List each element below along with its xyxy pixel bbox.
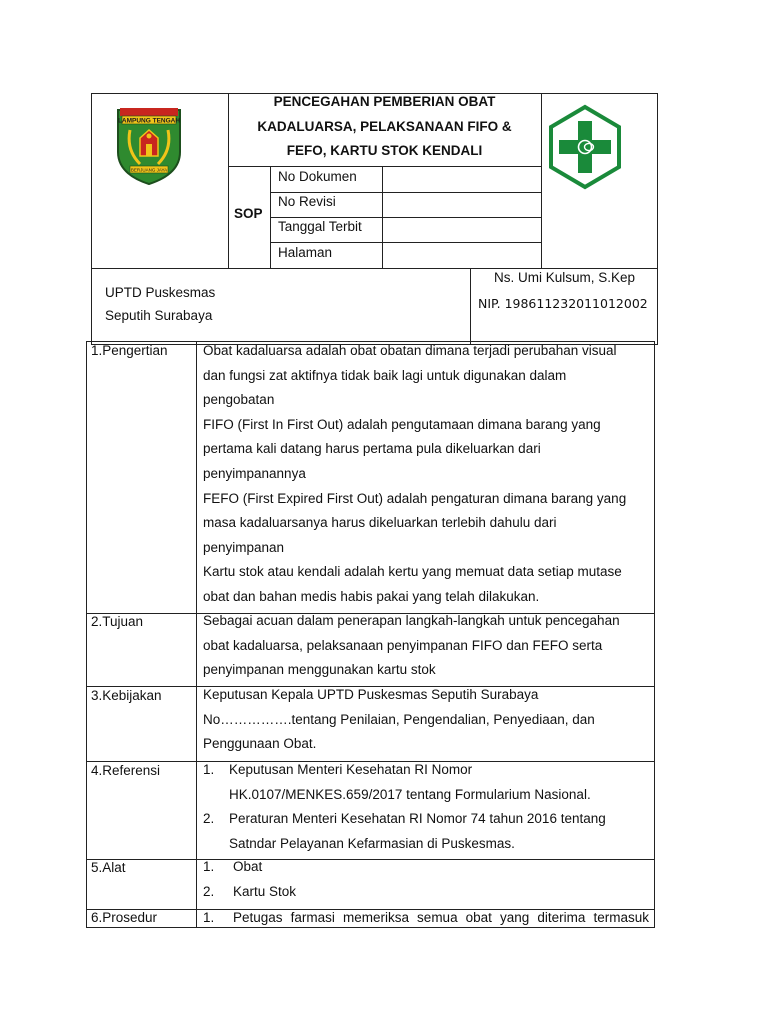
signer-nip: NIP. 198611232011012002 [478, 296, 648, 311]
puskesmas-cross-icon [545, 104, 625, 190]
signer-vline [470, 268, 471, 345]
section-label-tujuan: 2.Tujuan [91, 614, 144, 629]
section-body-pengertian [203, 339, 653, 610]
referensi-item-line: Peraturan Menteri Kesehatan RI Nomor 74 tahun 2016 tentang [229, 811, 606, 827]
content-label-vline [196, 341, 197, 928]
kebijakan-line: Keputusan Kepala UPTD Puskesmas Seputih Surabaya [203, 687, 539, 702]
section-body-prosedur [203, 910, 649, 925]
tujuan-line: obat kadaluarsa, pelaksanaan penyimpanan FIFO dan FEFO serta [203, 637, 603, 653]
pengertian-line: pengobatan [203, 392, 275, 408]
pengertian-line: dan fungsi zat aktifnya tidak baik lagi untuk digunakan dalam [203, 367, 567, 383]
logo-banner-text: LAMPUNG TENGAH [117, 117, 181, 125]
tujuan-line: Sebagai acuan dalam penerapan langkah-langkah untuk pencegahan [203, 613, 620, 628]
section-body-kebijakan [203, 683, 653, 757]
pengertian-line: penyimpanan [203, 539, 285, 555]
pengertian-line: penyimpanannya [203, 465, 306, 481]
alat-item [203, 855, 653, 880]
prosedur-item [203, 910, 649, 925]
docfield-line-1 [270, 192, 541, 193]
org-line-1: UPTD Puskesmas [105, 285, 216, 300]
header-vline-right [541, 93, 542, 268]
section-label-prosedur: 6.Prosedur [91, 910, 158, 925]
pengertian-line: obat dan bahan medis habis pakai yang telah dilakukan. [203, 588, 540, 604]
pengertian-line: FEFO (First Expired First Out) adalah pengaturan dimana barang yang [203, 490, 627, 506]
section-label-referensi: 4.Referensi [91, 763, 161, 778]
section-label-pengertian: 1.Pengertian [91, 343, 168, 358]
referensi-item-line: HK.0107/MENKES.659/2017 tentang Formularium Nasional. [229, 786, 591, 802]
signer-name: Ns. Umi Kulsum, S.Kep [494, 270, 636, 285]
kebijakan-line: Penggunaan Obat. [203, 736, 317, 752]
referensi-item [203, 807, 653, 856]
tujuan-line: penyimpanan menggunakan kartu stok [203, 662, 436, 678]
lampung-tengah-logo [116, 106, 182, 186]
title-line-1: PENCEGAHAN PEMBERIAN OBAT [273, 94, 496, 109]
regency-emblem-icon [116, 106, 182, 186]
alat-item-number: 2. [203, 883, 215, 899]
pengertian-line: masa kadaluarsanya harus dikeluarkan terlebih dahulu dari [203, 515, 557, 531]
section-body-referensi [203, 758, 653, 856]
pengertian-line: Obat kadaluarsa adalah obat obatan dimana terjadi perubahan visual [203, 343, 617, 358]
header-divider [91, 268, 658, 269]
kebijakan-line: No…………….tentang Penilaian, Pengendalian, Penyediaan, dan [203, 711, 595, 727]
section-body-tujuan [203, 609, 653, 683]
title-divider [228, 166, 541, 167]
pengertian-line: FIFO (First In First Out) adalah pengutamaan dimana barang yang [203, 416, 601, 432]
referensi-item-number: 2. [203, 811, 215, 827]
prosedur-item-number: 1. [203, 910, 215, 925]
alat-item-text: Obat [233, 859, 263, 874]
org-line-2: Seputih Surabaya [105, 308, 213, 323]
doc-field-no-revisi: No Revisi [278, 194, 336, 209]
doc-field-no-dokumen: No Dokumen [278, 169, 357, 184]
prosedur-item-text: Petugas farmasi memeriksa semua obat yang diterima termasuk [233, 910, 649, 925]
title-line-2: KADALUARSA, PELAKSANAAN FIFO & [257, 118, 512, 134]
docfield-line-2 [270, 217, 541, 218]
doc-field-tanggal-terbit: Tanggal Terbit [278, 219, 362, 234]
section-label-alat: 5.Alat [91, 860, 126, 875]
alat-item-number: 1. [203, 859, 215, 874]
referensi-item-number: 1. [203, 762, 215, 777]
referensi-item [203, 758, 653, 807]
alat-item [203, 880, 653, 905]
sop-label: SOP [234, 206, 263, 221]
organization-name [105, 281, 215, 327]
puskesmas-logo [545, 104, 625, 190]
logo-motto-text: BERJUANG JAYA [130, 167, 168, 173]
section-body-alat [203, 855, 653, 904]
row-sep-6 [86, 927, 655, 928]
section-label-kebijakan: 3.Kebijakan [91, 688, 162, 703]
referensi-item-line: Satndar Pelayanan Kefarmasian di Puskesmas. [229, 835, 515, 851]
title-line-3: FEFO, KARTU STOK KENDALI [286, 143, 483, 158]
document-title [228, 90, 541, 164]
pengertian-line: pertama kali datang harus pertama pula dikeluarkan dari [203, 441, 541, 457]
docfield-line-3 [270, 242, 541, 243]
doc-field-halaman: Halaman [278, 245, 333, 260]
alat-item-text: Kartu Stok [233, 883, 297, 899]
referensi-item-line: Keputusan Menteri Kesehatan RI Nomor [229, 762, 473, 777]
pengertian-line: Kartu stok atau kendali adalah kertu yang memuat data setiap mutase [203, 564, 622, 580]
